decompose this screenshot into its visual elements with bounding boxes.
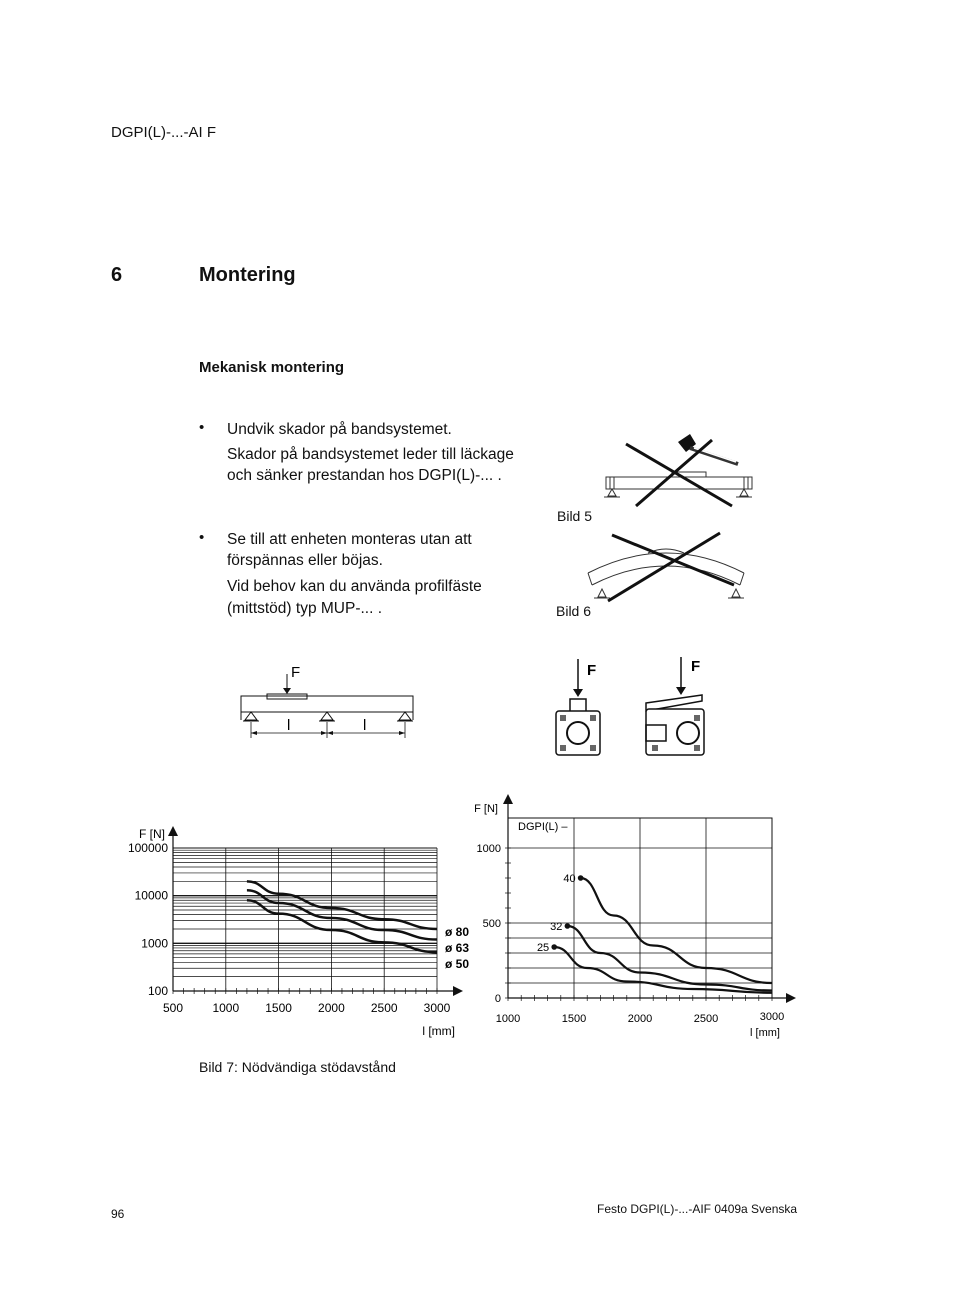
chart2-series-start-point: [551, 944, 557, 950]
bullet-text-2-line-2: förspännas eller böjas.: [227, 552, 383, 569]
chart2-labels: [474, 803, 784, 1039]
span-label-left: l: [287, 717, 291, 734]
chart1-x-axis-label: l [mm]: [422, 1024, 455, 1038]
chart-support-distance-diameter: [110, 818, 480, 1043]
chart2-grid: [508, 818, 772, 998]
bullet-marker-2: •: [199, 529, 205, 546]
chart1-x-tick-label: 1500: [265, 1001, 292, 1015]
chart2-series-line: [581, 878, 772, 983]
chart1-series-line: [247, 881, 437, 929]
chart-support-distance-dgpil: [470, 792, 800, 1044]
chart2-y-axis-arrow: [503, 794, 513, 804]
chart2-series-label: 25: [536, 942, 550, 954]
chart2-series: [551, 875, 772, 993]
chart2-x-tick-label: 2500: [693, 1013, 719, 1025]
beam-force-label: F: [291, 664, 301, 681]
bild5-caption: Bild 5: [557, 508, 593, 524]
bild7-caption: Bild 7: Nödvändiga stödavstånd: [199, 1059, 396, 1075]
section-title: Montering: [199, 264, 296, 286]
chart1-y-axis-label: F [N]: [139, 827, 165, 841]
page-number: 96: [111, 1207, 125, 1221]
chart2-title: DGPI(L) –: [518, 821, 568, 833]
chart1-y-axis-arrow: [168, 826, 178, 836]
chart2-series-line: [554, 947, 772, 993]
chart1-x-axis-arrow: [453, 986, 463, 996]
chart2-y-tick-label: 0: [494, 993, 501, 1005]
chart1-x-tick-label: 1000: [212, 1001, 240, 1015]
bullet-detail-1-line-2: och sänker prestandan hos DGPI(L)-... .: [227, 467, 502, 484]
chart2-series-start-point: [578, 875, 584, 881]
chart1-series-label: ø 50: [445, 957, 470, 971]
chart2-series-label: 40: [563, 873, 576, 885]
chart1-axes: [168, 826, 463, 996]
document-code-header: DGPI(L)-...-AI F: [111, 124, 216, 141]
chart1-series: [247, 881, 437, 952]
profile-cross-sections: [548, 655, 718, 757]
bullet-text-1: Undvik skador på bandsystemet.: [227, 421, 452, 438]
bild5-illustration: [600, 430, 760, 510]
chart2-series-line: [567, 926, 772, 991]
chart1-series-label: ø 63: [445, 941, 470, 955]
chart2-x-axis-label: l [mm]: [750, 1027, 780, 1039]
chart1-x-tick-label: 2000: [318, 1001, 345, 1015]
bild6-caption: Bild 6: [556, 603, 592, 619]
span-label-right: l: [363, 717, 367, 734]
chart2-y-tick-label: 1000: [476, 843, 501, 855]
beam-support-diagram: [235, 660, 425, 745]
profile-force-label-1: F: [587, 662, 597, 679]
bullet-detail-1-line-1: Skador på bandsystemet leder till läckage: [227, 446, 514, 463]
bullet-marker-1: •: [199, 419, 205, 436]
footer-document-info: Festo DGPI(L)-...-AIF 0409a Svenska: [597, 1202, 798, 1216]
chart1-y-tick-label: 1000: [141, 936, 168, 951]
chart1-series-label: ø 80: [445, 925, 470, 939]
chart2-x-tick-label: 1500: [561, 1013, 587, 1025]
section-number: 6: [111, 264, 123, 286]
profile-force-label-2: F: [691, 658, 701, 675]
bild6-illustration: [582, 527, 752, 605]
chart2-x-tick-label: 1000: [495, 1013, 521, 1025]
chart2-x-tick-label: 3000: [759, 1011, 785, 1023]
chart1-x-tick-label: 2500: [370, 1001, 398, 1015]
chart1-y-tick-label: 10000: [134, 888, 168, 903]
bullet-detail-2-line-1: Vid behov kan du använda profilfäste: [227, 578, 482, 595]
chart1-x-tick-label: 3000: [423, 1001, 451, 1015]
chart2-series-start-point: [565, 923, 571, 929]
subheading: Mekanisk montering: [199, 359, 345, 376]
chart1-y-tick-label: 100000: [127, 841, 168, 855]
chart2-x-axis-arrow: [786, 993, 796, 1003]
chart1-y-tick-label: 100: [147, 984, 168, 998]
chart2-x-tick-label: 2000: [627, 1013, 653, 1025]
bullet-detail-2-line-2: (mittstöd) typ MUP-... .: [227, 600, 383, 617]
bullet-text-2-line-1: Se till att enheten monteras utan att: [227, 531, 472, 548]
chart1-x-tick-label: 500: [162, 1001, 184, 1015]
chart2-series-label: 32: [550, 921, 563, 933]
chart2-y-axis-label: F [N]: [474, 803, 498, 815]
chart2-y-tick-label: 500: [482, 918, 501, 930]
